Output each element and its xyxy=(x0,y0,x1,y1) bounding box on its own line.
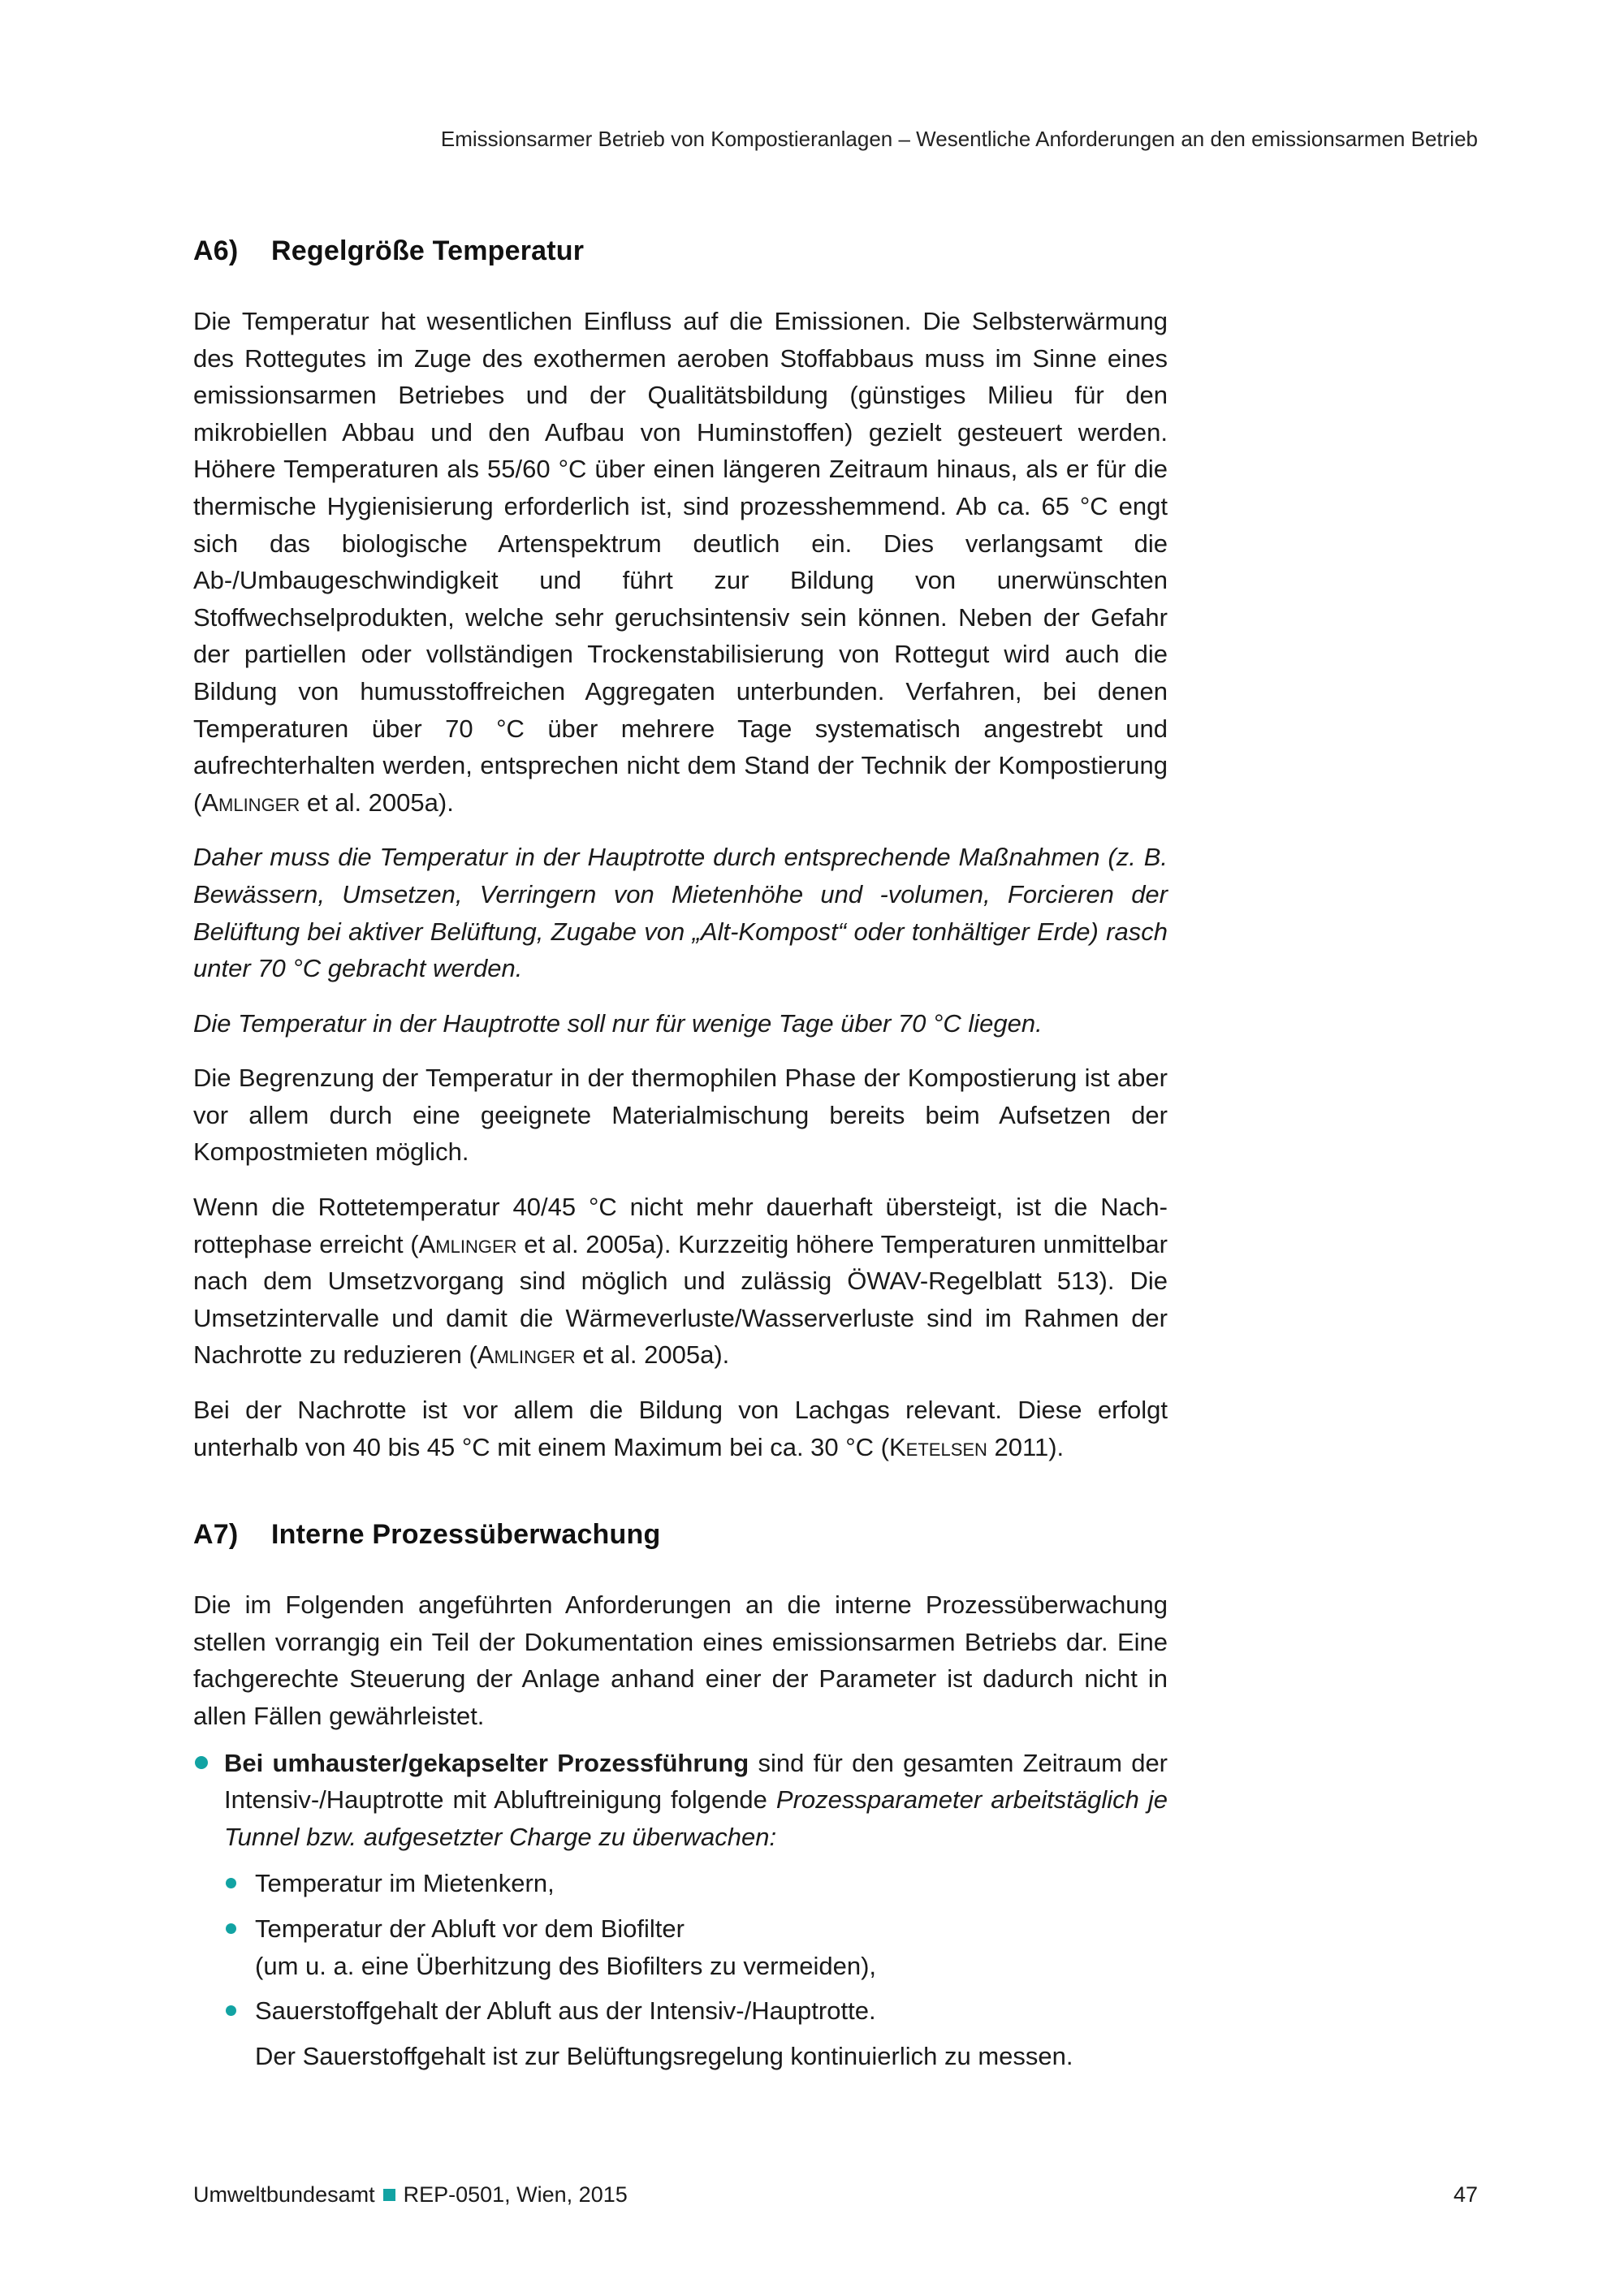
sub-list-item xyxy=(224,1992,1168,2030)
italic-run: Prozessparameter arbeitstäglich je Tunnel bzw. aufgesetzter Charge zu überwachen: xyxy=(224,1785,1168,1851)
paragraph-italic: Die Temperatur in der Hauptrotte soll nur für wenige Tage über 70 °C liegen. xyxy=(193,1008,1043,1038)
paragraph xyxy=(193,1189,1168,1374)
section-title: Regelgröße Temperatur xyxy=(271,235,585,266)
sub-bullet-list xyxy=(224,1865,1168,2029)
text-run: Temperatur im Mietenkern, xyxy=(255,1869,555,1898)
text-run: Die Temperatur hat wesentlichen Einfluss auf die Emissionen. Die Selbsterwärmung des Rottegutes im Zuge des exothermen aeroben Stoffabbaus muss im Sinne eines emissionsarmen Betriebes und der Qualitätsbildung (günstiges Milieu für den mikrobiellen Abbau und den Aufbau von Huminstoffen) gezielt gesteuert werden. Höhere Temperaturen als 55/60 °C über einen längeren Zeitraum hinaus, als er für die thermische Hygienisierung erforderlich ist, sind prozesshemmend. Ab ca. 65 °C engt sich das biologische Artenspektrum deutlich ein. Dies verlangsamt die Ab-/Umbaugeschwindigkeit und führt zur Bildung von unerwünschten Stoffwechselprodukten, welche sehr geruchsintensiv sein können. Neben der Gefahr der partiellen oder vollständigen Trockenstabilisierung von Rottegut wird auch die Bildung von humusstoffreichen Aggregaten unterbunden. Verfahren, bei denen Temperaturen über 70 °C über mehrere Tage systematisch angestrebt und aufrechterhalten werden, entsprechen nicht dem Stand der Technik der Kompostierung ( xyxy=(193,307,1168,817)
section-heading-a7 xyxy=(193,1519,1168,1551)
sub-note: Der Sauerstoffgehalt ist zur Belüftungsregelung kontinuierlich zu messen. xyxy=(255,2041,1073,2070)
paragraph xyxy=(193,303,1168,821)
list-item xyxy=(193,1745,1168,2075)
page-footer xyxy=(193,2182,1478,2208)
citation-author: Ketelsen xyxy=(889,1432,987,1461)
text-run: Wenn die Rottetemperatur 40/45 °C nicht mehr dauerhaft übersteigt, ist die Nachrottephase erreicht ( xyxy=(193,1193,1168,1258)
section-number: A7) xyxy=(193,1519,239,1551)
text-run: sind für den gesamten Zeitraum der Intensiv-/Hauptrotte mit Abluftreinigung folgende xyxy=(224,1748,1168,1815)
page-number: 47 xyxy=(1453,2182,1478,2207)
teal-dot-icon xyxy=(195,1756,208,1769)
text-run: 2011). xyxy=(987,1432,1065,1461)
paragraph: Die Begrenzung der Temperatur in der thermophilen Phase der Kompostierung ist aber vor allem durch eine geeignete Materialmischung bereits beim Aufsetzen der Kompostmieten möglich. xyxy=(193,1064,1168,1167)
text-run: et al. 2005a). Kurzzeitig höhere Temperaturen unmittelbar nach dem Umsetzvorgang sind möglich und zulässig ÖWAV-Regelblatt 513). Die Umsetzintervalle und damit die Wärmeverluste/Wasserverluste sind im Rahmen der Nachrotte zu reduzieren ( xyxy=(193,1229,1168,1370)
page-content xyxy=(193,235,1168,2074)
text-run: Temperatur der Abluft vor dem Biofilter xyxy=(255,1914,685,1943)
citation-author: Amlinger xyxy=(418,1229,517,1258)
footer-report: REP-0501, Wien, 2015 xyxy=(403,2182,628,2207)
paragraph xyxy=(193,1392,1168,1465)
text-run: Sauerstoffgehalt der Abluft aus der Intensiv-/Hauptrotte. xyxy=(255,1996,876,2026)
section-number: A6) xyxy=(193,235,239,266)
section-heading-a6 xyxy=(193,235,1168,267)
text-run: (um u. a. eine Überhitzung des Biofilters zu vermeiden), xyxy=(255,1951,877,1980)
citation-author: Amlinger xyxy=(201,788,300,817)
text-run: et al. 2005a). xyxy=(300,788,454,817)
teal-dot-icon xyxy=(226,2005,236,2016)
teal-dot-icon xyxy=(226,1878,236,1888)
paragraph: Die im Folgenden angeführten Anforderungen an die interne Prozessüberwachung stellen vorrangig ein Teil der Dokumentation eines emissionsarmen Betriebs dar. Eine fachgerechte Steuerung der Anlage anhand einer der Parameter ist dadurch nicht in allen Fällen gewährleistet. xyxy=(193,1590,1168,1730)
sub-list-item xyxy=(224,1865,1168,1902)
bullet-list xyxy=(193,1745,1168,2075)
section-title: Interne Prozessüberwachung xyxy=(271,1519,661,1551)
sub-list-item xyxy=(224,1910,1168,1984)
running-header: Emissionsarmer Betrieb von Kompostieranlagen – Wesentliche Anforderungen an den emissionsarmen Betrieb xyxy=(440,127,1478,151)
bold-run: Bei umhauster/gekapselter Prozessführung xyxy=(224,1748,749,1777)
text-run: et al. 2005a). xyxy=(575,1340,730,1370)
text-run: Bei der Nachrotte ist vor allem die Bildung von Lachgas relevant. Diese erfolgt unterhalb von 40 bis 45 °C mit einem Maximum bei ca. 30 °C ( xyxy=(193,1396,1168,1461)
citation-author: Amlinger xyxy=(477,1340,576,1370)
footer-publisher-block xyxy=(193,2182,628,2208)
teal-dot-icon xyxy=(226,1923,236,1934)
footer-publisher: Umweltbundesamt xyxy=(193,2182,375,2207)
teal-square-icon xyxy=(383,2189,395,2201)
paragraph-italic: Daher muss die Temperatur in der Hauptrotte durch entsprechende Maßnahmen (z. B. Bewässern, Umsetzen, Verringern von Mietenhöhe und -volumen, Forcieren der Belüftung bei aktiver Belüftung, Zugabe von „Alt-Kompost“ oder tonhältiger Erde) rasch unter 70 °C gebracht werden. xyxy=(193,843,1168,983)
